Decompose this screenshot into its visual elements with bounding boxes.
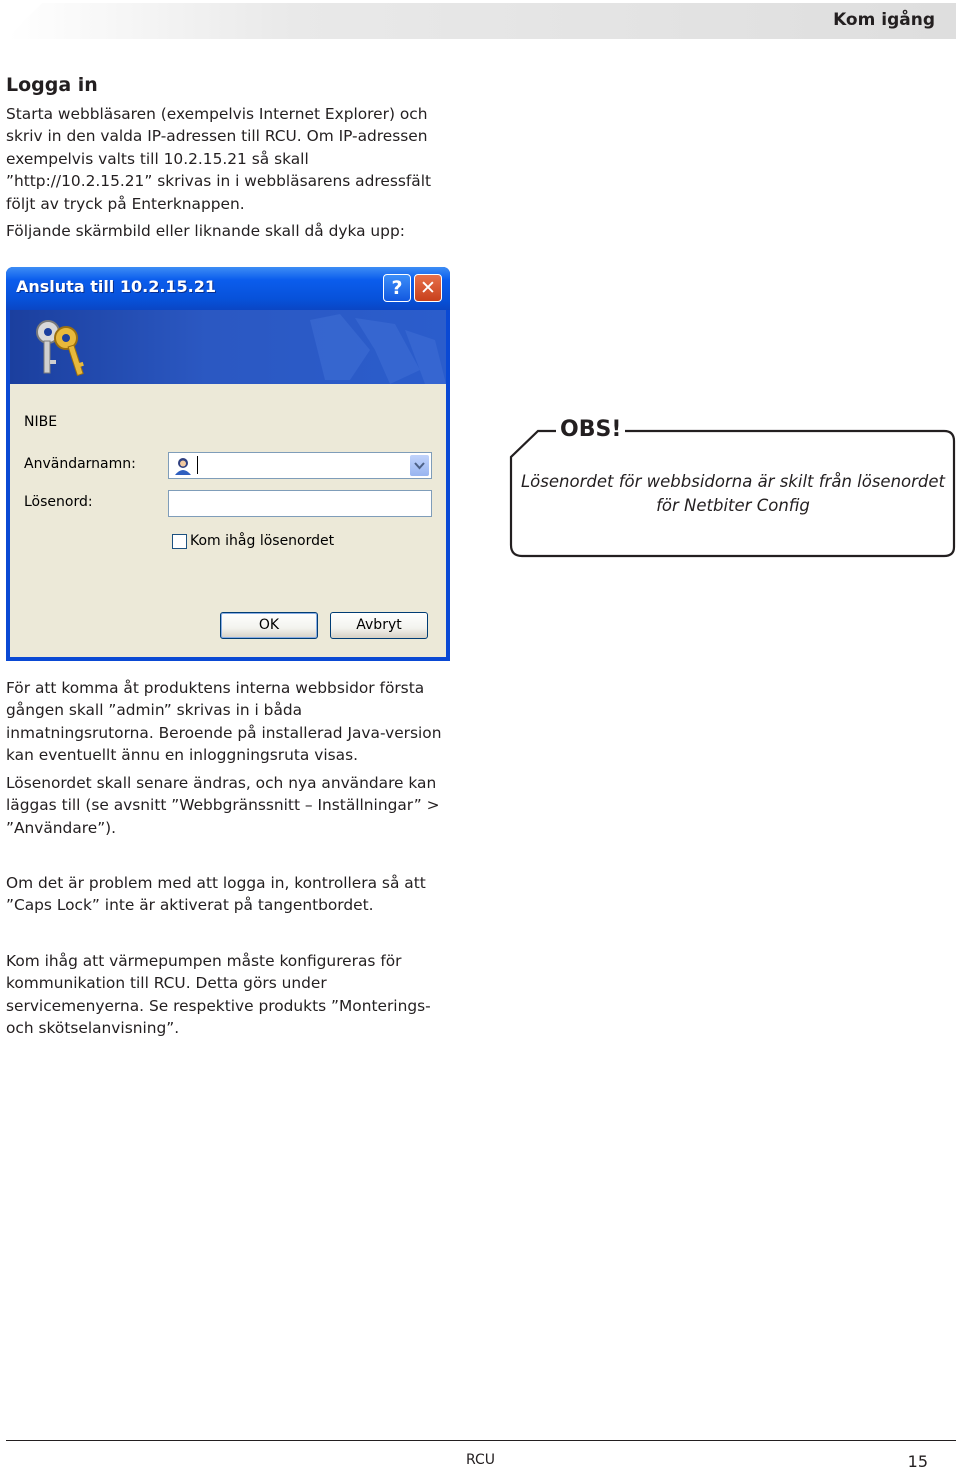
section-title: Logga in: [6, 74, 98, 96]
ok-button[interactable]: OK: [220, 612, 318, 639]
intro-paragraph: Starta webbläsaren (exempelvis Internet Explorer) och skriv in den valda IP-adressen till RCU. Om IP-adressen exempelvis valts till 10.2.15.21 så skall ”http://10.2.15.21” skrivas in i webbläsarens adressfält följt av tryck på Enterknappen.: [6, 105, 432, 213]
lead-paragraph: Följande skärmbild eller liknande skall då dyka upp:: [6, 222, 405, 240]
dialog-titlebar: [6, 267, 450, 310]
banner-graphic: [10, 310, 446, 384]
footer-product: RCU: [466, 1452, 496, 1468]
login-dialog: [6, 267, 450, 661]
username-label: Användarnamn:: [24, 456, 136, 472]
realm-label: NIBE: [24, 414, 58, 430]
note-text: Lösenordet för webbsidorna är skilt från lösenordet för Netbiter Config: [520, 472, 946, 515]
footer-rule: [6, 1440, 956, 1441]
header-bar: [8, 3, 956, 39]
password-field[interactable]: [168, 490, 432, 517]
close-button[interactable]: [414, 274, 442, 302]
help-button[interactable]: [383, 274, 411, 302]
paragraph-password-change: Lösenordet skall senare ändras, och nya användare kan läggas till (se avsnitt ”Webbgränssnitt – Inställningar” > ”Användare”).: [6, 774, 440, 837]
text-cursor: [197, 456, 198, 474]
paragraph-caps-lock: Om det är problem med att logga in, kontrollera så att ”Caps Lock” inte är aktiverat på tangentbordet.: [6, 874, 426, 915]
note-label: OBS!: [556, 417, 625, 442]
paragraph-heat-pump: Kom ihåg att värmepumpen måste konfigureras för kommunikation till RCU. Detta görs under servicemenyerna. Se respektive produkts ”Monterings- och skötselanvisning”.: [6, 952, 431, 1038]
dialog-banner: [10, 310, 446, 384]
cancel-button[interactable]: Avbryt: [330, 612, 428, 639]
username-dropdown[interactable]: [168, 452, 432, 479]
page-number: 15: [907, 1452, 928, 1471]
dropdown-arrow-button[interactable]: [410, 455, 429, 476]
help-icon: ?: [391, 277, 403, 299]
running-header-title: Kom igång: [833, 10, 935, 30]
close-icon: ✕: [420, 277, 436, 299]
password-label: Lösenord:: [24, 494, 93, 510]
remember-label[interactable]: Kom ihåg lösenordet: [190, 533, 335, 549]
dialog-title: Ansluta till 10.2.15.21: [16, 277, 217, 296]
chevron-down-icon: [414, 462, 425, 470]
user-icon: [174, 457, 192, 475]
keys-icon: [37, 321, 84, 375]
paragraph-admin: För att komma åt produktens interna webbsidor första gången skall ”admin” skrivas in i båda inmatningsrutorna. Beroende på installerad Java-version kan eventuellt ännu en inloggningsruta visas.: [6, 679, 442, 765]
remember-checkbox[interactable]: [172, 534, 187, 549]
